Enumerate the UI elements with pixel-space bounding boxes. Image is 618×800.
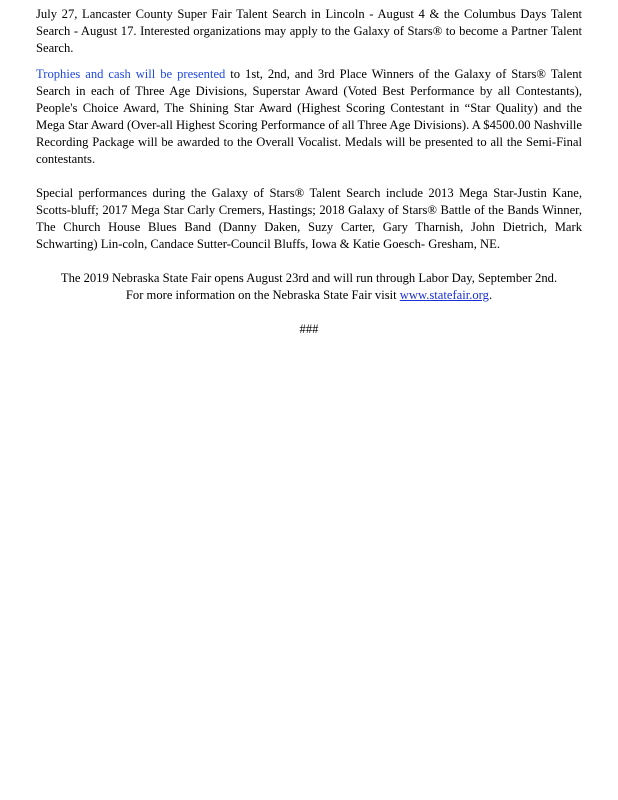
paragraph-talent-searches: July 27, Lancaster County Super Fair Talent Search in Lincoln - August 4 & the Columbus Days Talent Search - August 17. Interested organizations may apply to the Galaxy of Stars® to become a Partner Talent Search. [36,7,582,55]
more-info-text: For more information on the Nebraska State Fair visit [125,288,400,302]
paragraph-awards [36,66,582,168]
paragraph-special-performances: Special performances during the Galaxy of Stars® Talent Search include 2013 Mega Star-Justin Kane, Scotts-bluff; 2017 Mega Star Carly Cremers, Hastings; 2018 Galaxy of Stars® Battle of the Bands Winner, The Church House Blues Band (Danny Daken, Suzy Carter, Gary Tharnish, John Dietrich, Mark Schwarting) Lin-coln, Candace Sutter-Council Bluffs, Iowa & Katie Goesch- Gresham, NE. [36,186,582,251]
statefair-url-link[interactable]: www.statefair.org [399,288,489,302]
closing-more-info [36,287,582,304]
more-info-period: . [488,288,493,302]
awards-text: to 1st, 2nd, and 3rd Place Winners of the Galaxy of Stars® Talent Search in each of Three Age Divisions, Superstar Award (Voted Best Performance by all Contestants), People's Choice Award, The Shining Star Award (Highest Scoring Contestant in “Star Quality) and the Mega Star Award (Over-all Highest Scoring Performance of all Three Age Divisions). A $4500.00 Nashville Recording Package will be awarded to the Overall Vocalist. Medals will be presented to all the Semi-Final contestants. [36,67,583,166]
closing-fair-dates: The 2019 Nebraska State Fair opens August 23rd and will run through Labor Day, September 2nd. [60,271,558,285]
trophies-link[interactable]: Trophies and cash will be presented [36,67,226,81]
end-mark: ### [299,322,319,336]
